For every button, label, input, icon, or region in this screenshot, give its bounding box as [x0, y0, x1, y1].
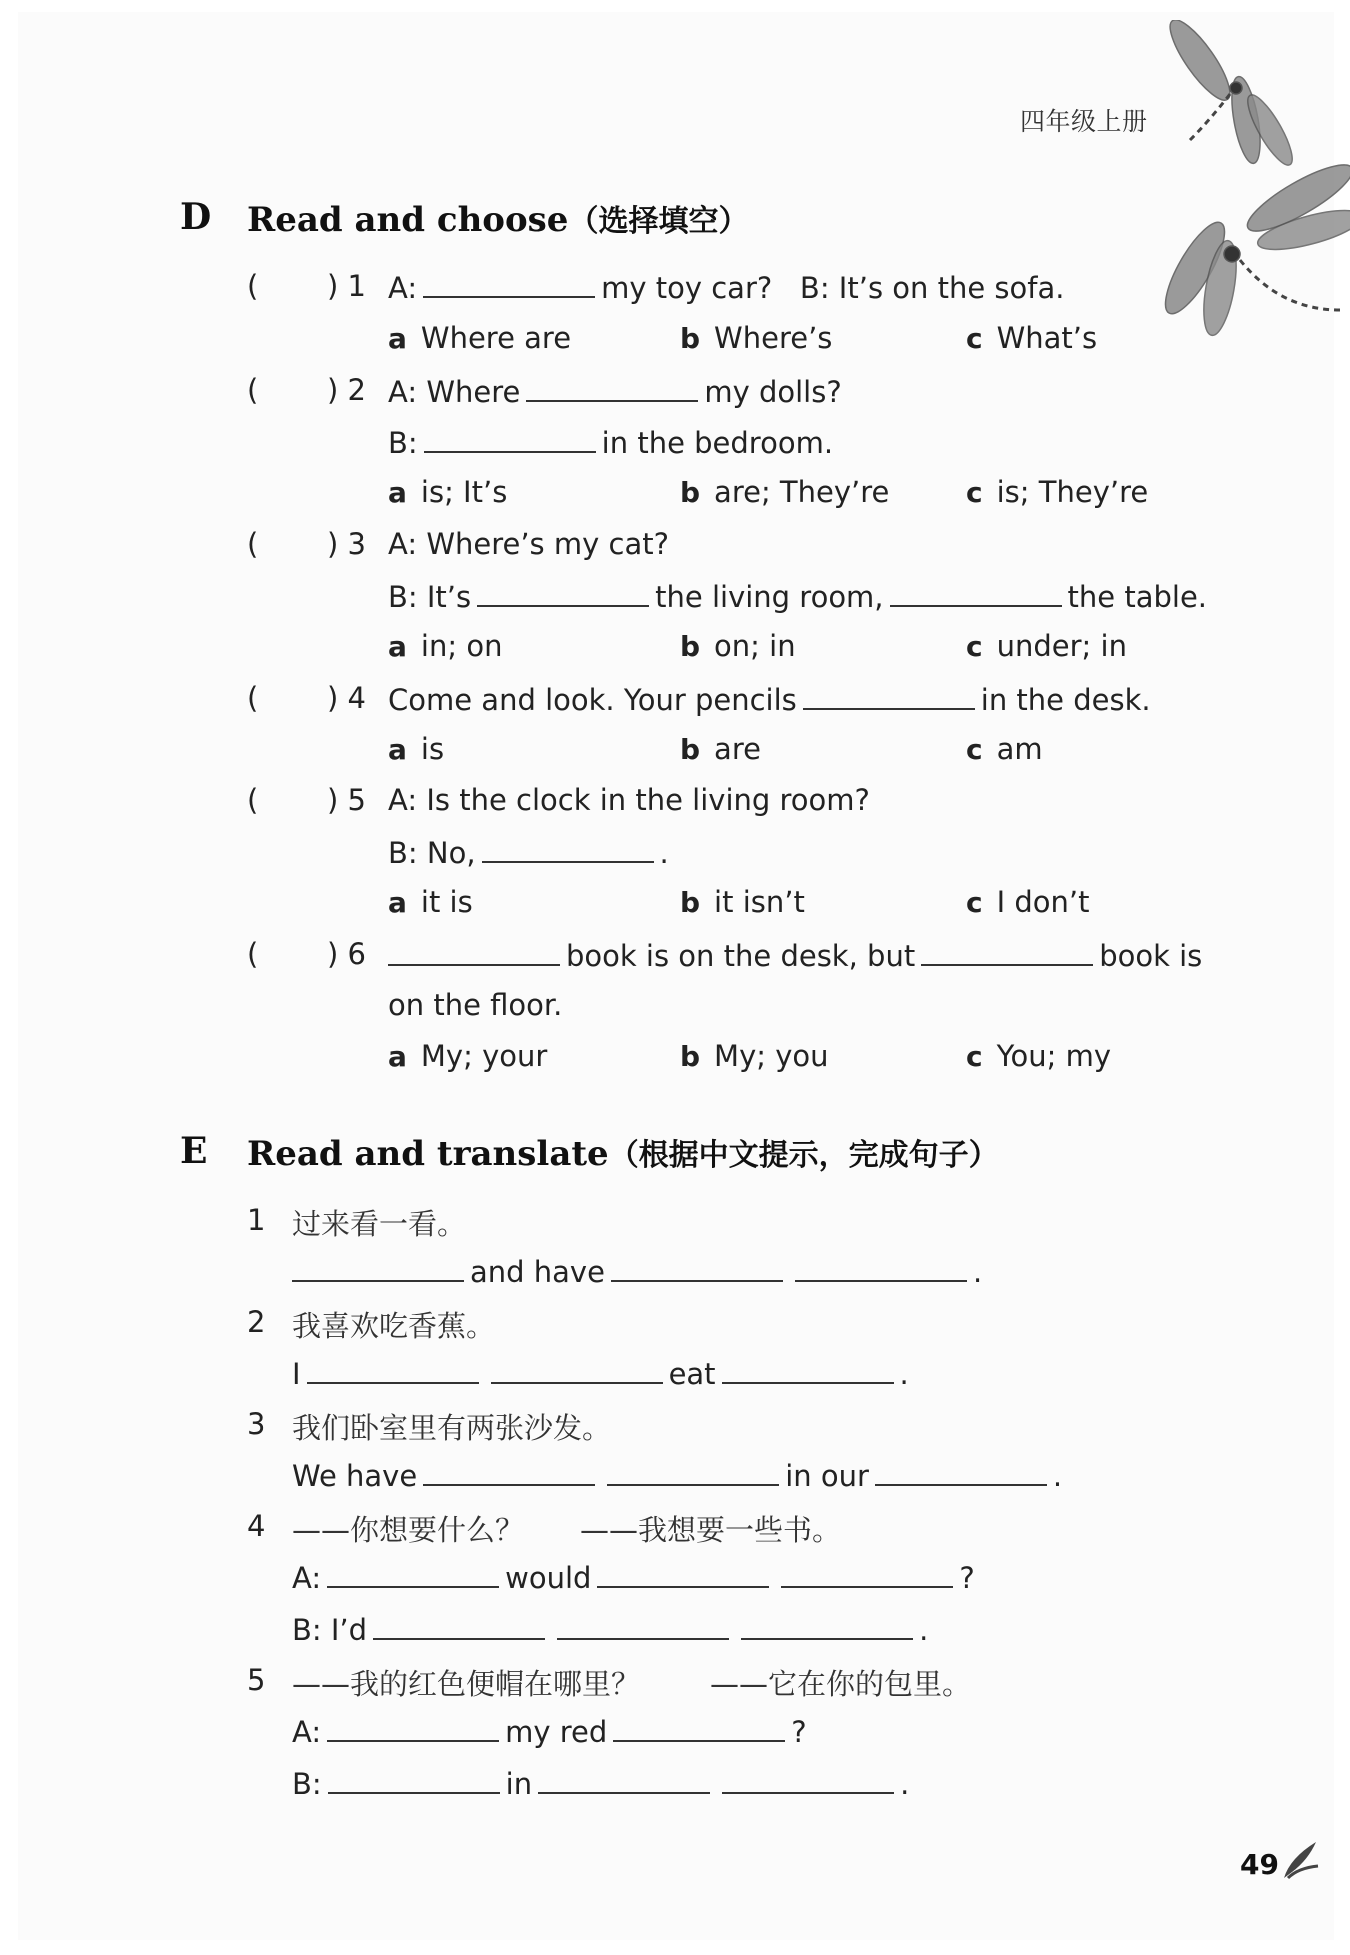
e2-end: . [899, 1357, 909, 1391]
q1-number: ) 1 [327, 269, 366, 303]
q5-text: B: No, [388, 836, 476, 870]
e5-number: 5 [247, 1663, 266, 1697]
option-letter: c [966, 886, 983, 919]
section-d-title-cn: （选择填空） [568, 204, 749, 239]
dragonfly-icon [1150, 20, 1350, 380]
q4-option-c[interactable] [966, 729, 1043, 770]
option-letter: c [966, 476, 983, 509]
answer-blank[interactable] [424, 421, 596, 453]
answer-blank[interactable] [327, 1556, 499, 1588]
grade-note: 四年级上册 [1020, 107, 1148, 136]
option-text: are; They’re [714, 475, 890, 509]
option-letter: a [388, 476, 407, 509]
q6-option-b[interactable] [680, 1036, 829, 1077]
q6-option-a[interactable] [388, 1036, 547, 1077]
q2-text: A: Where [388, 375, 521, 409]
answer-blank[interactable] [328, 1762, 500, 1794]
e1-chinese: 过来看一看。 [292, 1207, 467, 1241]
q5-number: ) 5 [327, 783, 366, 817]
q6-number: ) 6 [327, 937, 366, 971]
e5-end: . [900, 1767, 910, 1801]
q3-text: the table. [1067, 580, 1208, 614]
section-e-title-en: Read and translate [247, 1134, 609, 1174]
q3-option-b[interactable] [680, 626, 796, 667]
q1-text: my toy car? [601, 271, 773, 305]
option-text: is [420, 732, 445, 766]
option-letter: b [680, 322, 701, 355]
option-text: under; in [996, 629, 1127, 663]
q3-line2 [388, 575, 1207, 617]
answer-blank[interactable] [781, 1556, 953, 1588]
q2-line1 [388, 370, 842, 412]
e4-text: would [505, 1561, 592, 1595]
e1-end: . [972, 1255, 983, 1289]
option-text: it isn’t [714, 885, 805, 919]
answer-blank[interactable] [890, 575, 1062, 607]
section-d-title-en: Read and choose [247, 200, 569, 240]
e1-text: and have [470, 1255, 605, 1289]
e4-number: 4 [247, 1509, 266, 1543]
q3-line1: A: Where’s my cat? [388, 527, 669, 561]
e3-text: We have [292, 1459, 418, 1493]
option-letter: a [388, 322, 407, 355]
q3-option-c[interactable] [966, 626, 1127, 667]
e4-chinese-a: ——你想要什么？ [292, 1513, 525, 1547]
option-text: is; It’s [420, 475, 508, 509]
option-letter: b [680, 886, 701, 919]
e4-text: B: I’d [292, 1613, 368, 1647]
q5-line1: A: Is the clock in the living room? [388, 783, 870, 817]
e2-chinese: 我喜欢吃香蕉。 [292, 1309, 496, 1343]
q4-line1 [388, 678, 1151, 720]
option-letter: b [680, 476, 701, 509]
option-text: are [714, 732, 761, 766]
e2-english [292, 1352, 909, 1394]
q1-option-c[interactable] [966, 318, 1097, 359]
page-number: 49 [1240, 1848, 1279, 1881]
answer-blank[interactable] [597, 1556, 769, 1588]
e5-text: B: [292, 1767, 322, 1801]
q2-text: in the bedroom. [601, 426, 834, 460]
q5-option-b[interactable] [680, 882, 805, 923]
option-text: in; on [420, 629, 503, 663]
e4-end: . [919, 1613, 929, 1647]
option-letter: b [680, 1040, 701, 1073]
option-text: You; my [996, 1039, 1111, 1073]
answer-blank[interactable] [722, 1352, 894, 1384]
e4-english-a [292, 1556, 975, 1598]
q3-text: B: It’s [388, 580, 472, 614]
option-text: Where’s [714, 321, 833, 355]
e3-english [292, 1454, 1062, 1496]
section-d-title [247, 196, 748, 240]
answer-blank[interactable] [307, 1352, 479, 1384]
q1-option-b[interactable] [680, 318, 832, 359]
q6-line2: on the floor. [388, 988, 563, 1022]
e2-text: I [292, 1357, 301, 1391]
q6-line1 [382, 934, 1202, 976]
q3-paren: ( [247, 527, 259, 561]
option-text: I don’t [996, 885, 1090, 919]
q1-option-a[interactable] [388, 318, 571, 359]
e5-text: in [505, 1767, 533, 1801]
e2-number: 2 [247, 1305, 266, 1339]
answer-blank[interactable] [557, 1608, 729, 1640]
answer-blank[interactable] [538, 1762, 710, 1794]
option-letter: a [388, 886, 407, 919]
q4-option-b[interactable] [680, 729, 761, 770]
option-letter: b [680, 733, 701, 766]
q4-text: Come and look. Your pencils [388, 683, 797, 717]
answer-blank[interactable] [741, 1608, 913, 1640]
option-letter: b [680, 630, 701, 663]
q4-text: in the desk. [980, 683, 1151, 717]
answer-blank[interactable] [875, 1454, 1047, 1486]
e5-end: ? [791, 1715, 807, 1749]
answer-blank[interactable] [921, 934, 1093, 966]
option-text: What’s [996, 321, 1098, 355]
option-letter: c [966, 733, 983, 766]
e3-end: . [1052, 1459, 1063, 1493]
option-letter: a [388, 1040, 407, 1073]
e4-chinese-b: ——我想要一些书。 [580, 1513, 842, 1547]
q4-option-a[interactable] [388, 729, 444, 770]
q5-line2 [388, 831, 669, 873]
answer-blank[interactable] [373, 1608, 545, 1640]
q1-paren: ( [247, 269, 259, 303]
q1-speaker-a: A: [388, 271, 418, 305]
section-d-letter: D [180, 196, 212, 238]
answer-blank[interactable] [803, 678, 975, 710]
answer-blank[interactable] [795, 1250, 967, 1282]
answer-blank[interactable] [388, 934, 560, 966]
e2-text: eat [668, 1357, 716, 1391]
e4-english-b [292, 1608, 928, 1650]
section-e-title [247, 1130, 999, 1174]
q2-line2 [388, 421, 833, 463]
option-letter: c [966, 630, 983, 663]
answer-blank[interactable] [423, 1454, 595, 1486]
e1-english [286, 1250, 982, 1292]
answer-blank[interactable] [722, 1762, 894, 1794]
answer-blank[interactable] [607, 1454, 779, 1486]
option-letter: a [388, 630, 407, 663]
leaf-icon [1280, 1838, 1320, 1882]
e5-text: my red [505, 1715, 608, 1749]
option-letter: a [388, 733, 407, 766]
e4-text: A: [292, 1561, 322, 1595]
q4-paren: ( [247, 681, 259, 715]
e5-chinese-b: ——它在你的包里。 [710, 1667, 972, 1701]
answer-blank[interactable] [423, 266, 595, 298]
answer-blank[interactable] [611, 1250, 783, 1282]
e3-number: 3 [247, 1407, 266, 1441]
q6-option-c[interactable] [966, 1036, 1111, 1077]
q2-option-c[interactable] [966, 472, 1148, 513]
q5-paren: ( [247, 783, 259, 817]
answer-blank[interactable] [526, 370, 698, 402]
q3-option-a[interactable] [388, 626, 502, 667]
section-e-title-cn: （根据中文提示，完成句子） [608, 1138, 999, 1173]
q6-text: book is on the desk, but [566, 939, 916, 973]
option-text: it is [420, 885, 473, 919]
q5-text: . [659, 836, 669, 870]
option-text: Where are [420, 321, 572, 355]
q3-number: ) 3 [327, 527, 366, 561]
q2-text: B: [388, 426, 418, 460]
q4-number: ) 4 [327, 681, 366, 715]
e3-chinese: 我们卧室里有两张沙发。 [292, 1411, 612, 1445]
answer-blank[interactable] [327, 1710, 499, 1742]
q5-option-c[interactable] [966, 882, 1090, 923]
q5-option-a[interactable] [388, 882, 473, 923]
answer-blank[interactable] [491, 1352, 663, 1384]
q1-answer-b: B: It’s on the sofa. [799, 271, 1065, 305]
answer-blank[interactable] [292, 1250, 464, 1282]
answer-blank[interactable] [482, 831, 654, 863]
q6-text: book is [1099, 939, 1203, 973]
q2-text: my dolls? [704, 375, 842, 409]
e4-end: ? [959, 1561, 975, 1595]
option-text: My; your [420, 1039, 548, 1073]
e5-text: A: [292, 1715, 322, 1749]
q6-paren: ( [247, 937, 259, 971]
option-text: My; you [714, 1039, 829, 1073]
answer-blank[interactable] [477, 575, 649, 607]
e5-chinese-a: ——我的红色便帽在哪里？ [292, 1667, 641, 1701]
option-letter: c [966, 322, 983, 355]
e5-english-b [292, 1762, 909, 1804]
q1-line [388, 266, 1064, 308]
e5-english-a [292, 1710, 807, 1752]
answer-blank[interactable] [613, 1710, 785, 1742]
option-text: on; in [714, 629, 796, 663]
e3-text: in our [785, 1459, 869, 1493]
option-letter: c [966, 1040, 983, 1073]
e1-number: 1 [247, 1203, 266, 1237]
option-text: is; They’re [996, 475, 1149, 509]
q2-option-b[interactable] [680, 472, 889, 513]
q3-text: the living room, [655, 580, 884, 614]
q2-option-a[interactable] [388, 472, 507, 513]
section-e-letter: E [180, 1130, 208, 1172]
q2-paren: ( [247, 373, 259, 407]
q2-number: ) 2 [327, 373, 366, 407]
option-text: am [996, 732, 1043, 766]
